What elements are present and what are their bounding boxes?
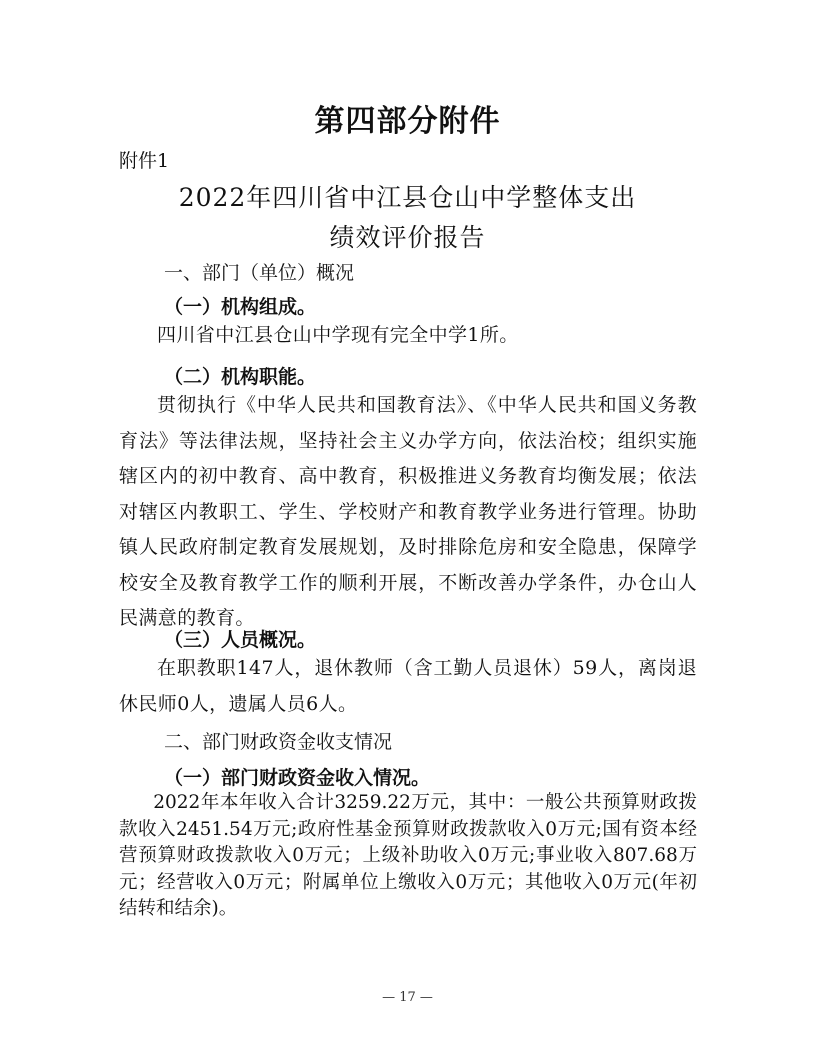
- section1-sub2-heading: （二）机构职能。: [164, 366, 317, 388]
- report-title-line2: 绩效评价报告: [329, 223, 486, 252]
- section1-sub1-text: 四川省中江县仓山中学现有完全中学1所。: [157, 324, 519, 346]
- part-title: 第四部分附件: [314, 104, 501, 139]
- section1-heading: 一、部门（单位）概况: [164, 262, 355, 284]
- section2-sub1-heading: （一）部门财政资金收入情况。: [164, 767, 431, 789]
- section1-sub2-text: 贯彻执行《中华人民共和国教育法》、《中华人民共和国义务教育法》等法律法规，坚持社会主义办学方向，依法治校；组织实施辖区内的初中教育、高中教育，积极推进义务教育均衡发展；依法对辖区内教职工、学生、学校财产和教育教学业务进行管理。协助镇人民政府制定教育发展规划，及时排除危房和安全隐患，保障学校安全及教育教学工作的顺利开展，不断改善办学条件，办仓山人民满意的教育。: [119, 394, 697, 629]
- section2-heading: 二、部门财政资金收支情况: [164, 731, 393, 753]
- section1-sub1-heading: （一）机构组成。: [164, 296, 317, 318]
- report-title-line1: 2022年四川省中江县仓山中学整体支出: [178, 183, 637, 212]
- page-number: — 17 —: [382, 990, 433, 1005]
- section1-sub3-text: 在职教职147人，退休教师（含工勤人员退休）59人，离岗退休民师0人，遗属人员6人。: [119, 657, 697, 715]
- section1-sub3-heading: （三）人员概况。: [164, 629, 317, 651]
- section2-sub1-text: 2022年本年收入合计3259.22万元，其中：一般公共预算财政拨款收入2451.54万元;政府性基金预算财政拨款收入0万元;国有资本经营预算财政拨款收入0万元；上级补助收入0万元;事业收入807.68万元；经营收入0万元；附属单位上缴收入0万元；其他收入0万元(年初结转和结余)。: [119, 792, 697, 919]
- annex-label: 附件1: [119, 150, 170, 172]
